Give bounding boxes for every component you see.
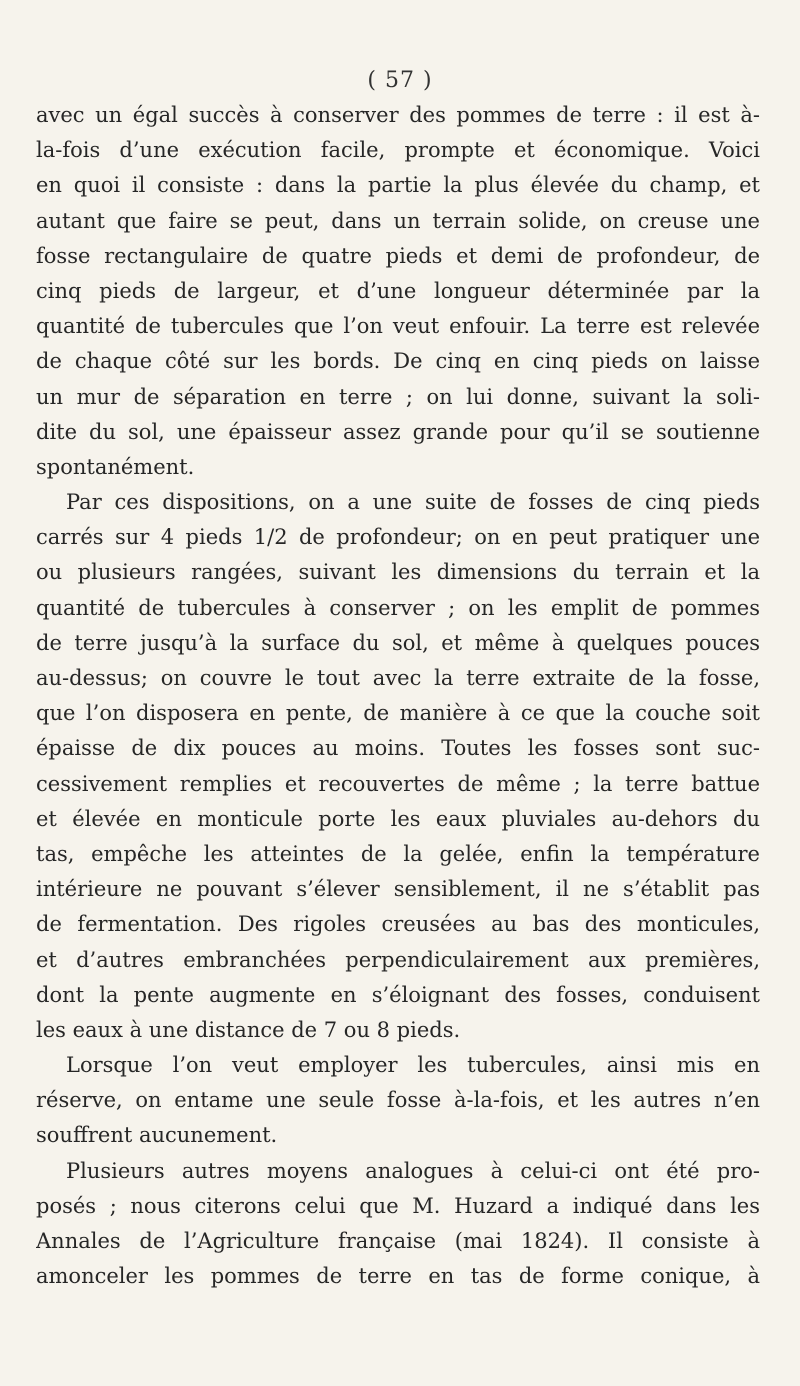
text-line: avec un égal succès à conserver des pommes de terre : il est à- [36, 103, 760, 127]
text-line: la-fois d’une exécution facile, prompte et économique. Voici [36, 138, 760, 163]
text-line: réserve, on entame une seule fosse à-la-fois, et les autres n’en [36, 1088, 760, 1113]
text-line: fosse rectangulaire de quatre pieds et demi de profondeur, de [36, 243, 760, 268]
text-line: un mur de séparation en terre ; on lui donne, suivant la soli- [36, 384, 760, 409]
text-line: Par ces dispositions, on a une suite de fosses de cinq pieds [66, 490, 760, 515]
text-line: en quoi il consiste : dans la partie la plus élevée du champ, et [36, 173, 760, 198]
text-line: et élevée en monticule porte les eaux pluviales au-dehors du [36, 806, 760, 831]
text-line: et d’autres embranchées perpendiculairement aux premières, [36, 947, 760, 972]
text-line: dont la pente augmente en s’éloignant des fosses, conduisent [36, 982, 760, 1007]
text-line: intérieure ne pouvant s’élever sensiblement, il ne s’établit pas [36, 877, 760, 902]
text-line: tas, empêche les atteintes de la gelée, enfin la température [36, 841, 760, 866]
text-line: épaisse de dix pouces au moins. Toutes les fosses sont suc- [36, 736, 760, 761]
text-line: cessivement remplies et recouvertes de même ; la terre battue [36, 771, 760, 796]
text-line: dite du sol, une épaisseur assez grande pour qu’il se soutienne [36, 419, 760, 444]
text-line: quantité de tubercules que l’on veut enfouir. La terre est relevée [36, 314, 760, 339]
text-line: quantité de tubercules à conserver ; on les emplit de pommes [36, 595, 760, 620]
text-line: amonceler les pommes de terre en tas de forme conique, à [36, 1264, 760, 1289]
text-line: spontanément. [36, 454, 195, 479]
page-number: ( 57 ) [367, 68, 433, 93]
text-line: Plusieurs autres moyens analogues à celui-ci ont été pro- [66, 1158, 760, 1183]
text-line: de chaque côté sur les bords. De cinq en cinq pieds on laisse [36, 349, 760, 374]
text-line: souffrent aucunement. [36, 1123, 278, 1148]
text-line: carrés sur 4 pieds 1/2 de profondeur; on en peut pratiquer une [36, 525, 760, 550]
text-line: autant que faire se peut, dans un terrain solide, on creuse une [36, 208, 760, 233]
text-line: Annales de l’Agriculture française (mai 1824). Il consiste à [36, 1229, 760, 1253]
text-line: ou plusieurs rangées, suivant les dimensions du terrain et la [36, 560, 760, 585]
text-line: les eaux à une distance de 7 ou 8 pieds. [36, 1017, 461, 1042]
text-line: posés ; nous citerons celui que M. Huzard a indiqué dans les [36, 1193, 760, 1218]
text-line: au-dessus; on couvre le tout avec la terre extraite de la fosse, [36, 666, 760, 690]
text-line: Lorsque l’on veut employer les tubercules, ainsi mis en [66, 1053, 760, 1078]
body-text [36, 98, 760, 1294]
text-line: cinq pieds de largeur, et d’une longueur déterminée par la [36, 278, 760, 303]
text-line: que l’on disposera en pente, de manière à ce que la couche soit [36, 701, 760, 726]
text-line: de terre jusqu’à la surface du sol, et même à quelques pouces [36, 630, 760, 655]
text-line: de fermentation. Des rigoles creusées au bas des monticules, [36, 912, 760, 937]
